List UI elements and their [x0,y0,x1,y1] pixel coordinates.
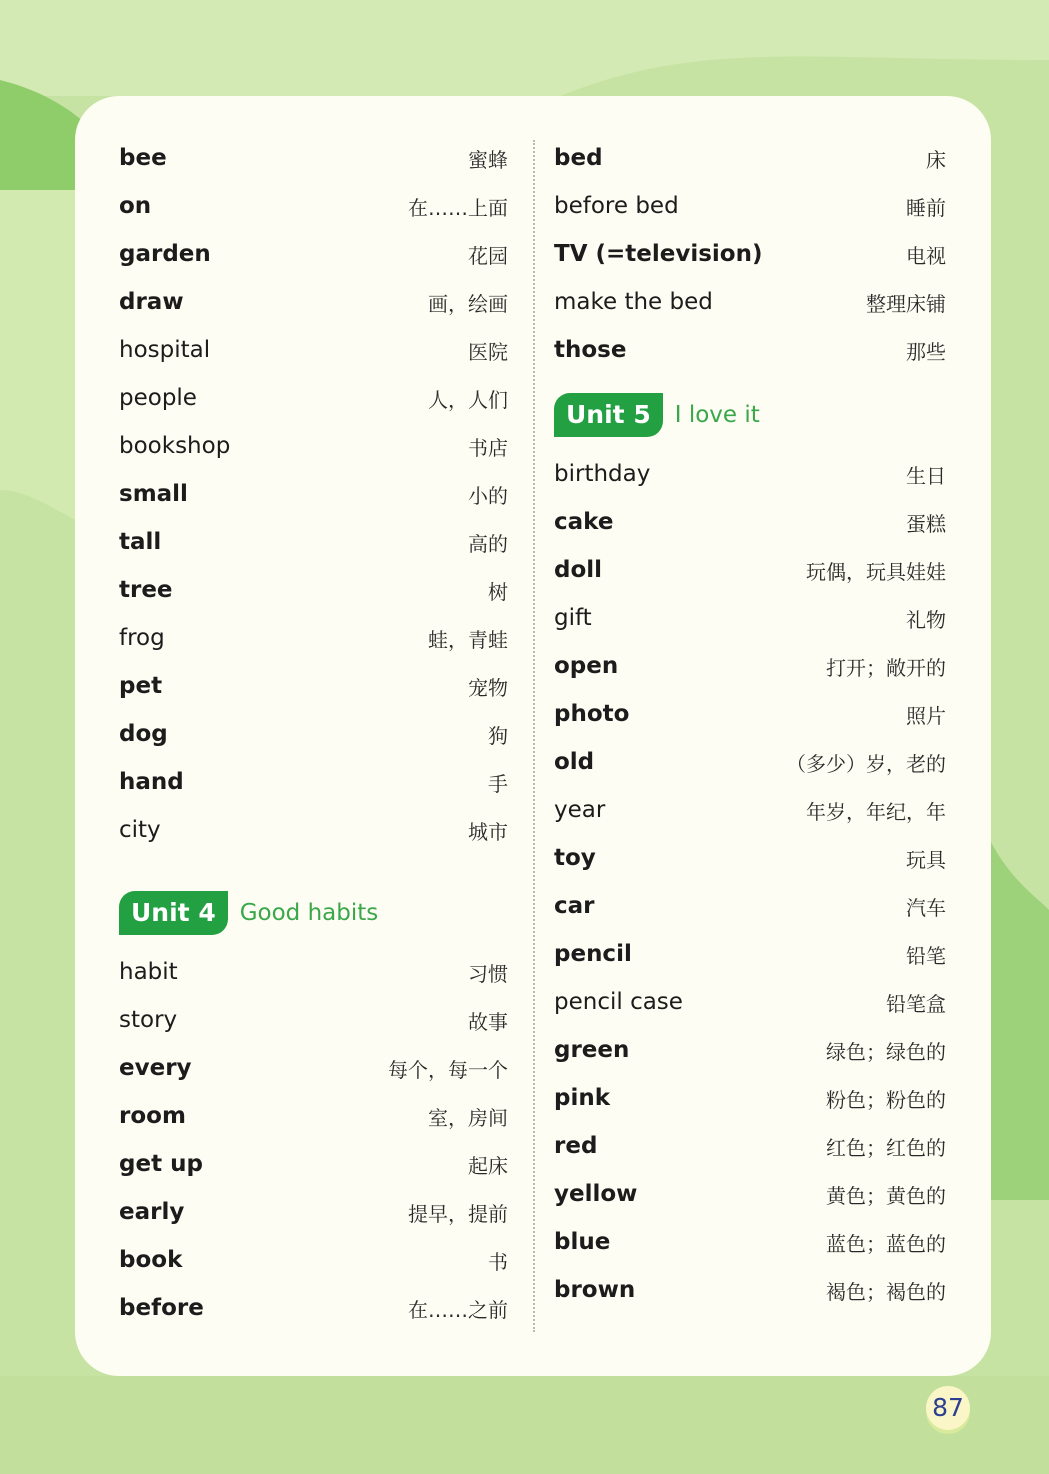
english-word: garden [119,241,211,267]
vocab-row [554,1218,946,1266]
chinese-meaning: 电视 [906,243,946,268]
chinese-meaning: 玩偶，玩具娃娃 [806,559,946,584]
english-word: green [554,1037,630,1063]
chinese-meaning: （多少）岁，老的 [786,751,946,776]
unit-title: I love it [674,402,760,428]
chinese-meaning: 书店 [468,435,508,460]
chinese-meaning: 高的 [468,531,508,556]
english-word: pencil [554,941,632,967]
english-word: book [119,1247,183,1273]
chinese-meaning: 年岁，年纪，年 [806,799,946,824]
english-word: cake [554,509,614,535]
vocab-row [119,470,508,518]
unit-badge: Unit 5 [554,393,663,437]
chinese-meaning: 那些 [906,339,946,364]
chinese-meaning: 城市 [468,819,508,844]
chinese-meaning: 照片 [906,703,946,728]
chinese-meaning: 提早，提前 [408,1201,508,1226]
english-word: people [119,385,197,411]
vocab-row [119,758,508,806]
vocab-row [554,642,946,690]
chinese-meaning: 生日 [906,463,946,488]
vocab-row [119,1236,508,1284]
chinese-meaning: 树 [488,579,508,604]
vocab-row [554,450,946,498]
english-word: brown [554,1277,636,1303]
vocab-row [554,786,946,834]
chinese-meaning: 宠物 [468,675,508,700]
chinese-meaning: 每个，每一个 [388,1057,508,1082]
english-word: habit [119,959,178,985]
english-word: before bed [554,193,679,219]
english-word: photo [554,701,630,727]
vocab-row [554,834,946,882]
chinese-meaning: 人，人们 [428,387,508,412]
vocab-row [119,806,508,854]
unit-title: Good habits [239,900,379,926]
english-word: tree [119,577,173,603]
english-word: TV (=television) [554,241,763,267]
english-word: hand [119,769,184,795]
vocab-row [554,182,946,230]
vocab-row [554,738,946,786]
vocab-row [554,882,946,930]
vocab-row [119,134,508,182]
vocab-row [554,230,946,278]
chinese-meaning: 绿色；绿色的 [826,1039,946,1064]
chinese-meaning: 室，房间 [428,1105,508,1130]
english-word: hospital [119,337,211,363]
chinese-meaning: 狗 [488,723,508,748]
chinese-meaning: 书 [488,1249,508,1274]
english-word: get up [119,1151,203,1177]
vocab-row [554,594,946,642]
english-word: before [119,1295,204,1321]
chinese-meaning: 在……上面 [408,195,508,220]
vocab-row [554,690,946,738]
english-word: pink [554,1085,611,1111]
english-word: story [119,1007,178,1033]
vocab-row [554,1266,946,1314]
english-word: toy [554,845,596,871]
chinese-meaning: 睡前 [906,195,946,220]
vocab-row [554,498,946,546]
english-word: year [554,797,606,823]
english-word: on [119,193,152,219]
chinese-meaning: 床 [926,147,946,172]
chinese-meaning: 玩具 [906,847,946,872]
english-word: early [119,1199,185,1225]
chinese-meaning: 起床 [468,1153,508,1178]
vocab-row [554,134,946,182]
chinese-meaning: 整理床铺 [866,291,946,316]
english-word: dog [119,721,168,747]
vocab-row [119,566,508,614]
vocab-row [119,614,508,662]
english-word: room [119,1103,186,1129]
english-word: doll [554,557,603,583]
vocab-row [119,1044,508,1092]
vocab-row [119,374,508,422]
vocab-row [119,948,508,996]
english-word: pet [119,673,163,699]
vocab-row [119,182,508,230]
chinese-meaning: 褐色；褐色的 [826,1279,946,1304]
vocab-row [119,996,508,1044]
unit-badge: Unit 4 [119,891,228,935]
column-divider [533,140,535,1332]
chinese-meaning: 红色；红色的 [826,1135,946,1160]
vocab-row [119,710,508,758]
english-word: car [554,893,595,919]
english-word: those [554,337,627,363]
chinese-meaning: 黄色；黄色的 [826,1183,946,1208]
chinese-meaning: 蓝色；蓝色的 [826,1231,946,1256]
chinese-meaning: 粉色；粉色的 [826,1087,946,1112]
vocab-row [119,230,508,278]
chinese-meaning: 故事 [468,1009,508,1034]
left-column [119,134,508,1332]
vocab-row [554,546,946,594]
right-column [554,134,946,1314]
chinese-meaning: 小的 [468,483,508,508]
page-number: 87 [926,1386,970,1430]
chinese-meaning: 汽车 [906,895,946,920]
english-word: blue [554,1229,611,1255]
chinese-meaning: 打开；敞开的 [826,655,946,680]
unit-header [554,390,946,440]
english-word: gift [554,605,592,631]
chinese-meaning: 医院 [468,339,508,364]
vocab-row [554,930,946,978]
vocab-row [554,1026,946,1074]
chinese-meaning: 礼物 [906,607,946,632]
vocab-row [119,422,508,470]
vocab-row [554,1170,946,1218]
english-word: draw [119,289,184,315]
english-word: open [554,653,619,679]
chinese-meaning: 手 [488,771,508,796]
english-word: pencil case [554,989,683,1015]
english-word: make the bed [554,289,713,315]
unit-header [119,888,508,938]
vocab-row [554,978,946,1026]
chinese-meaning: 铅笔盒 [886,991,946,1016]
english-word: old [554,749,595,775]
vocab-row [554,1074,946,1122]
chinese-meaning: 在……之前 [408,1297,508,1322]
vocab-row [554,326,946,374]
chinese-meaning: 蛙，青蛙 [428,627,508,652]
vocab-row [119,1188,508,1236]
chinese-meaning: 蜜蜂 [468,147,508,172]
english-word: bee [119,145,167,171]
vocab-row [119,326,508,374]
english-word: bookshop [119,433,231,459]
chinese-meaning: 蛋糕 [906,511,946,536]
vocab-row [554,1122,946,1170]
vocab-row [119,1092,508,1140]
vocab-row [119,1284,508,1332]
vocab-row [119,518,508,566]
english-word: every [119,1055,192,1081]
vocab-row [119,278,508,326]
chinese-meaning: 习惯 [468,961,508,986]
english-word: small [119,481,188,507]
english-word: tall [119,529,162,555]
english-word: frog [119,625,165,651]
vocab-row [119,662,508,710]
chinese-meaning: 花园 [468,243,508,268]
english-word: city [119,817,161,843]
vocab-row [554,278,946,326]
vocab-row [119,1140,508,1188]
chinese-meaning: 铅笔 [906,943,946,968]
english-word: bed [554,145,603,171]
english-word: red [554,1133,598,1159]
chinese-meaning: 画，绘画 [428,291,508,316]
english-word: yellow [554,1181,638,1207]
english-word: birthday [554,461,651,487]
